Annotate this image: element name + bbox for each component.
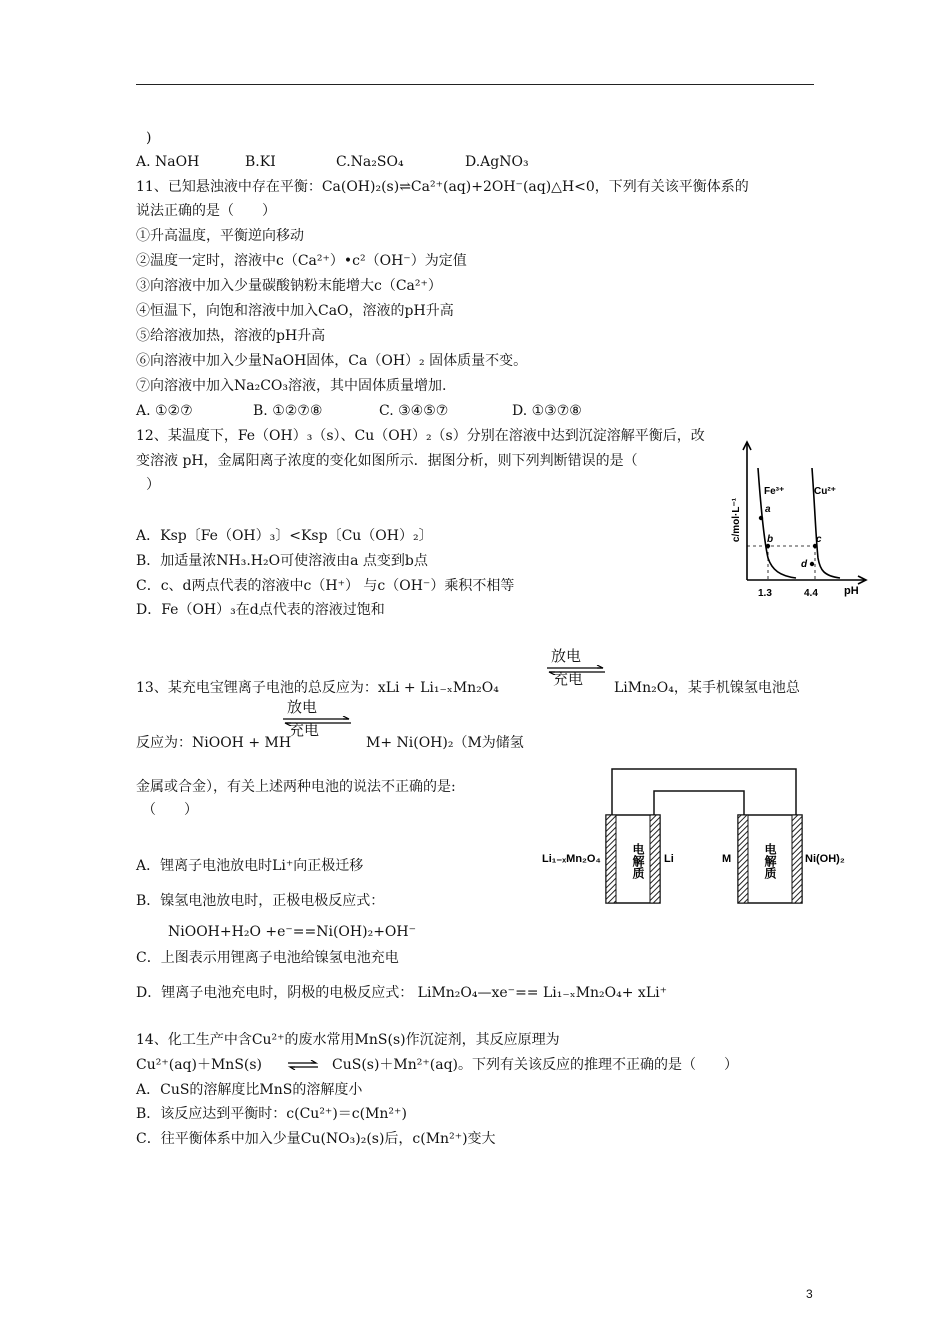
q10-option-a: A. NaOH [136,154,200,170]
q10-option-b: B.KI [245,154,276,170]
q11-options [136,401,582,421]
page-number: 3 [806,1287,813,1301]
q12-option-b: B．加适量浓NH₃.H₂O可使溶液由a 点变到b点 [136,553,428,569]
left-cell-electrolyte-label: 电解质 [631,843,645,879]
q11-stem-2: 说法正确的是（ ） [136,203,276,219]
q11-stem-1: 11、已知悬浊液中存在平衡：Ca(OH)₂(s)⇌Ca²⁺(aq)+2OH⁻(aq)△H<0，下列有关该平衡体系的 [136,179,749,195]
q11-item-1: ①升高温度，平衡逆向移动 [136,228,304,244]
q14-stem-1: 14、化工生产中含Cu²⁺的废水常用MnS(s)作沉淀剂，其反应原理为 [136,1032,560,1048]
q11-item-2: ②温度一定时，溶液中c（Ca²⁺）•c²（OH⁻）为定值 [136,253,467,269]
q10-options [136,152,529,172]
q14-option-a: A．CuS的溶解度比MnS的溶解度小 [136,1082,363,1098]
q11-option-c: C. ③④⑤⑦ [379,403,449,419]
outer-wire [612,769,796,815]
q13-stem-1 [136,678,800,698]
q11-option-a: A. ①②⑦ [136,403,193,419]
left-cell-left-label: Li₁₋ₓMn₂O₄ [542,853,601,865]
q14-option-c: C．往平衡体系中加入少量Cu(NO₃)₂(s)后，c(Mn²⁺)变大 [136,1131,496,1147]
q12-stem-3: ） [146,477,160,493]
q13-option-d: D．锂离子电池充电时，阴极的电极反应式： LiMn₂O₄—xe⁻== Li₁₋ₓMn₂O₄+ xLi⁺ [136,985,667,1001]
q13-stem-4: （ ） [142,802,198,818]
q13-stem-1-pre: 13、某充电宝锂离子电池的总反应为：xLi + Li₁₋ₓMn₂O₄ [136,680,499,696]
left-cell-electrode-right [650,815,660,903]
q11-option-d: D. ①③⑦⑧ [512,403,582,419]
q12-stem-1: 12、某温度下，Fe（OH）₃（s）、Cu（OH）₂（s）分别在溶液中达到沉淀溶解平衡后，改 [136,428,705,444]
q11-option-b: B. ①②⑦⑧ [253,403,323,419]
tick-4.4: 4.4 [804,588,818,599]
q12-option-a: A．Ksp〔Fe（OH）₃〕<Ksp〔Cu（OH）₂〕 [136,528,433,544]
q10-option-c: C.Na₂SO₄ [336,154,404,170]
point-b-label: b [767,534,774,545]
left-cell-right-label: Li [664,853,674,865]
point-a-marker [759,516,763,520]
q14-option-b: B．该反应达到平衡时：c(Cu²⁺)＝c(Mn²⁺) [136,1106,407,1122]
left-cell-electrode-left [606,815,616,903]
right-cell-right-label: Ni(OH)₂ [805,853,845,865]
right-cell-electrode-right [792,815,802,903]
q14-stem-2-post: CuS(s)＋Mn²⁺(aq)。下列有关该反应的推理不正确的是（ ） [332,1057,739,1073]
q13-stem-2 [136,733,524,753]
q13-option-c: C．上图表示用锂离子电池给镍氢电池充电 [136,950,399,966]
q11-item-5: ⑤给溶液加热，溶液的pH升高 [136,328,326,344]
q10-option-d: D.AgNO₃ [465,154,529,170]
q13-option-b: B．镍氢电池放电时，正极电极反应式： [136,893,385,909]
cu-curve [812,468,840,578]
inner-wire [654,791,744,815]
q13-option-a: A．锂离子电池放电时Li⁺向正极迁移 [136,858,364,874]
fe-curve [758,468,796,578]
point-c-label: c [816,534,822,545]
q13-stem-3: 金属或合金），有关上述两种电池的说法不正确的是: [136,779,456,795]
q13-option-b-equation: NiOOH+H₂O +e⁻==Ni(OH)₂+OH⁻ [168,924,416,940]
right-cell-electrolyte-label: 电解质 [763,843,777,879]
header-rule [136,84,814,85]
q11-item-4: ④恒温下，向饱和溶液中加入CaO，溶液的pH升高 [136,303,454,319]
q10-paren: ) [146,130,152,146]
cu-legend: Cu²⁺ [814,486,836,497]
battery-diagram [536,765,856,913]
point-d-label: d [801,559,808,570]
arrow2-top-label: 放电 [287,698,318,716]
q12-option-c: C．c、d两点代表的溶液中c（H⁺） 与c（OH⁻）乘积不相等 [136,578,515,594]
q11-item-3: ③向溶液中加入少量碳酸钠粉末能增大c（Ca²⁺） [136,278,442,294]
fe-legend: Fe³⁺ [764,486,785,497]
q12-stem-2: 变溶液 pH，金属阳离子浓度的变化如图所示．据图分析，则下列判断错误的是（ [136,453,638,469]
q12-option-d: D．Fe（OH）₃在d点代表的溶液过饱和 [136,602,385,618]
q13-stem-1-post: LiMn₂O₄，某手机镍氢电池总 [614,680,800,696]
solubility-chart [724,440,874,602]
q14-equilibrium-arrow [286,1060,320,1070]
point-d-marker [810,562,814,566]
q11-item-6: ⑥向溶液中加入少量NaOH固体，Ca（OH）₂ 固体质量不变。 [136,353,528,369]
point-a-label: a [765,504,771,515]
chart-ylabel: c/mol·L⁻¹ [731,497,742,543]
q14-stem-2-pre: Cu²⁺(aq)＋MnS(s) [136,1057,263,1073]
chart-xlabel: pH [844,585,859,597]
right-cell-electrode-left [738,815,748,903]
tick-1.3: 1.3 [758,588,772,599]
arrow1-bottom-label: 充电 [553,670,584,688]
right-cell-left-label: M [722,853,732,865]
arrow1-top-label: 放电 [551,647,582,665]
q13-stem-2-pre: 反应为：NiOOH + MH [136,735,292,751]
q13-stem-2-post: M+ Ni(OH)₂（M为储氢 [366,735,524,751]
arrow2-bottom-label: 充电 [289,721,320,739]
q14-stem-2 [136,1055,739,1075]
q11-item-7: ⑦向溶液中加入Na₂CO₃溶液，其中固体质量增加. [136,378,447,394]
